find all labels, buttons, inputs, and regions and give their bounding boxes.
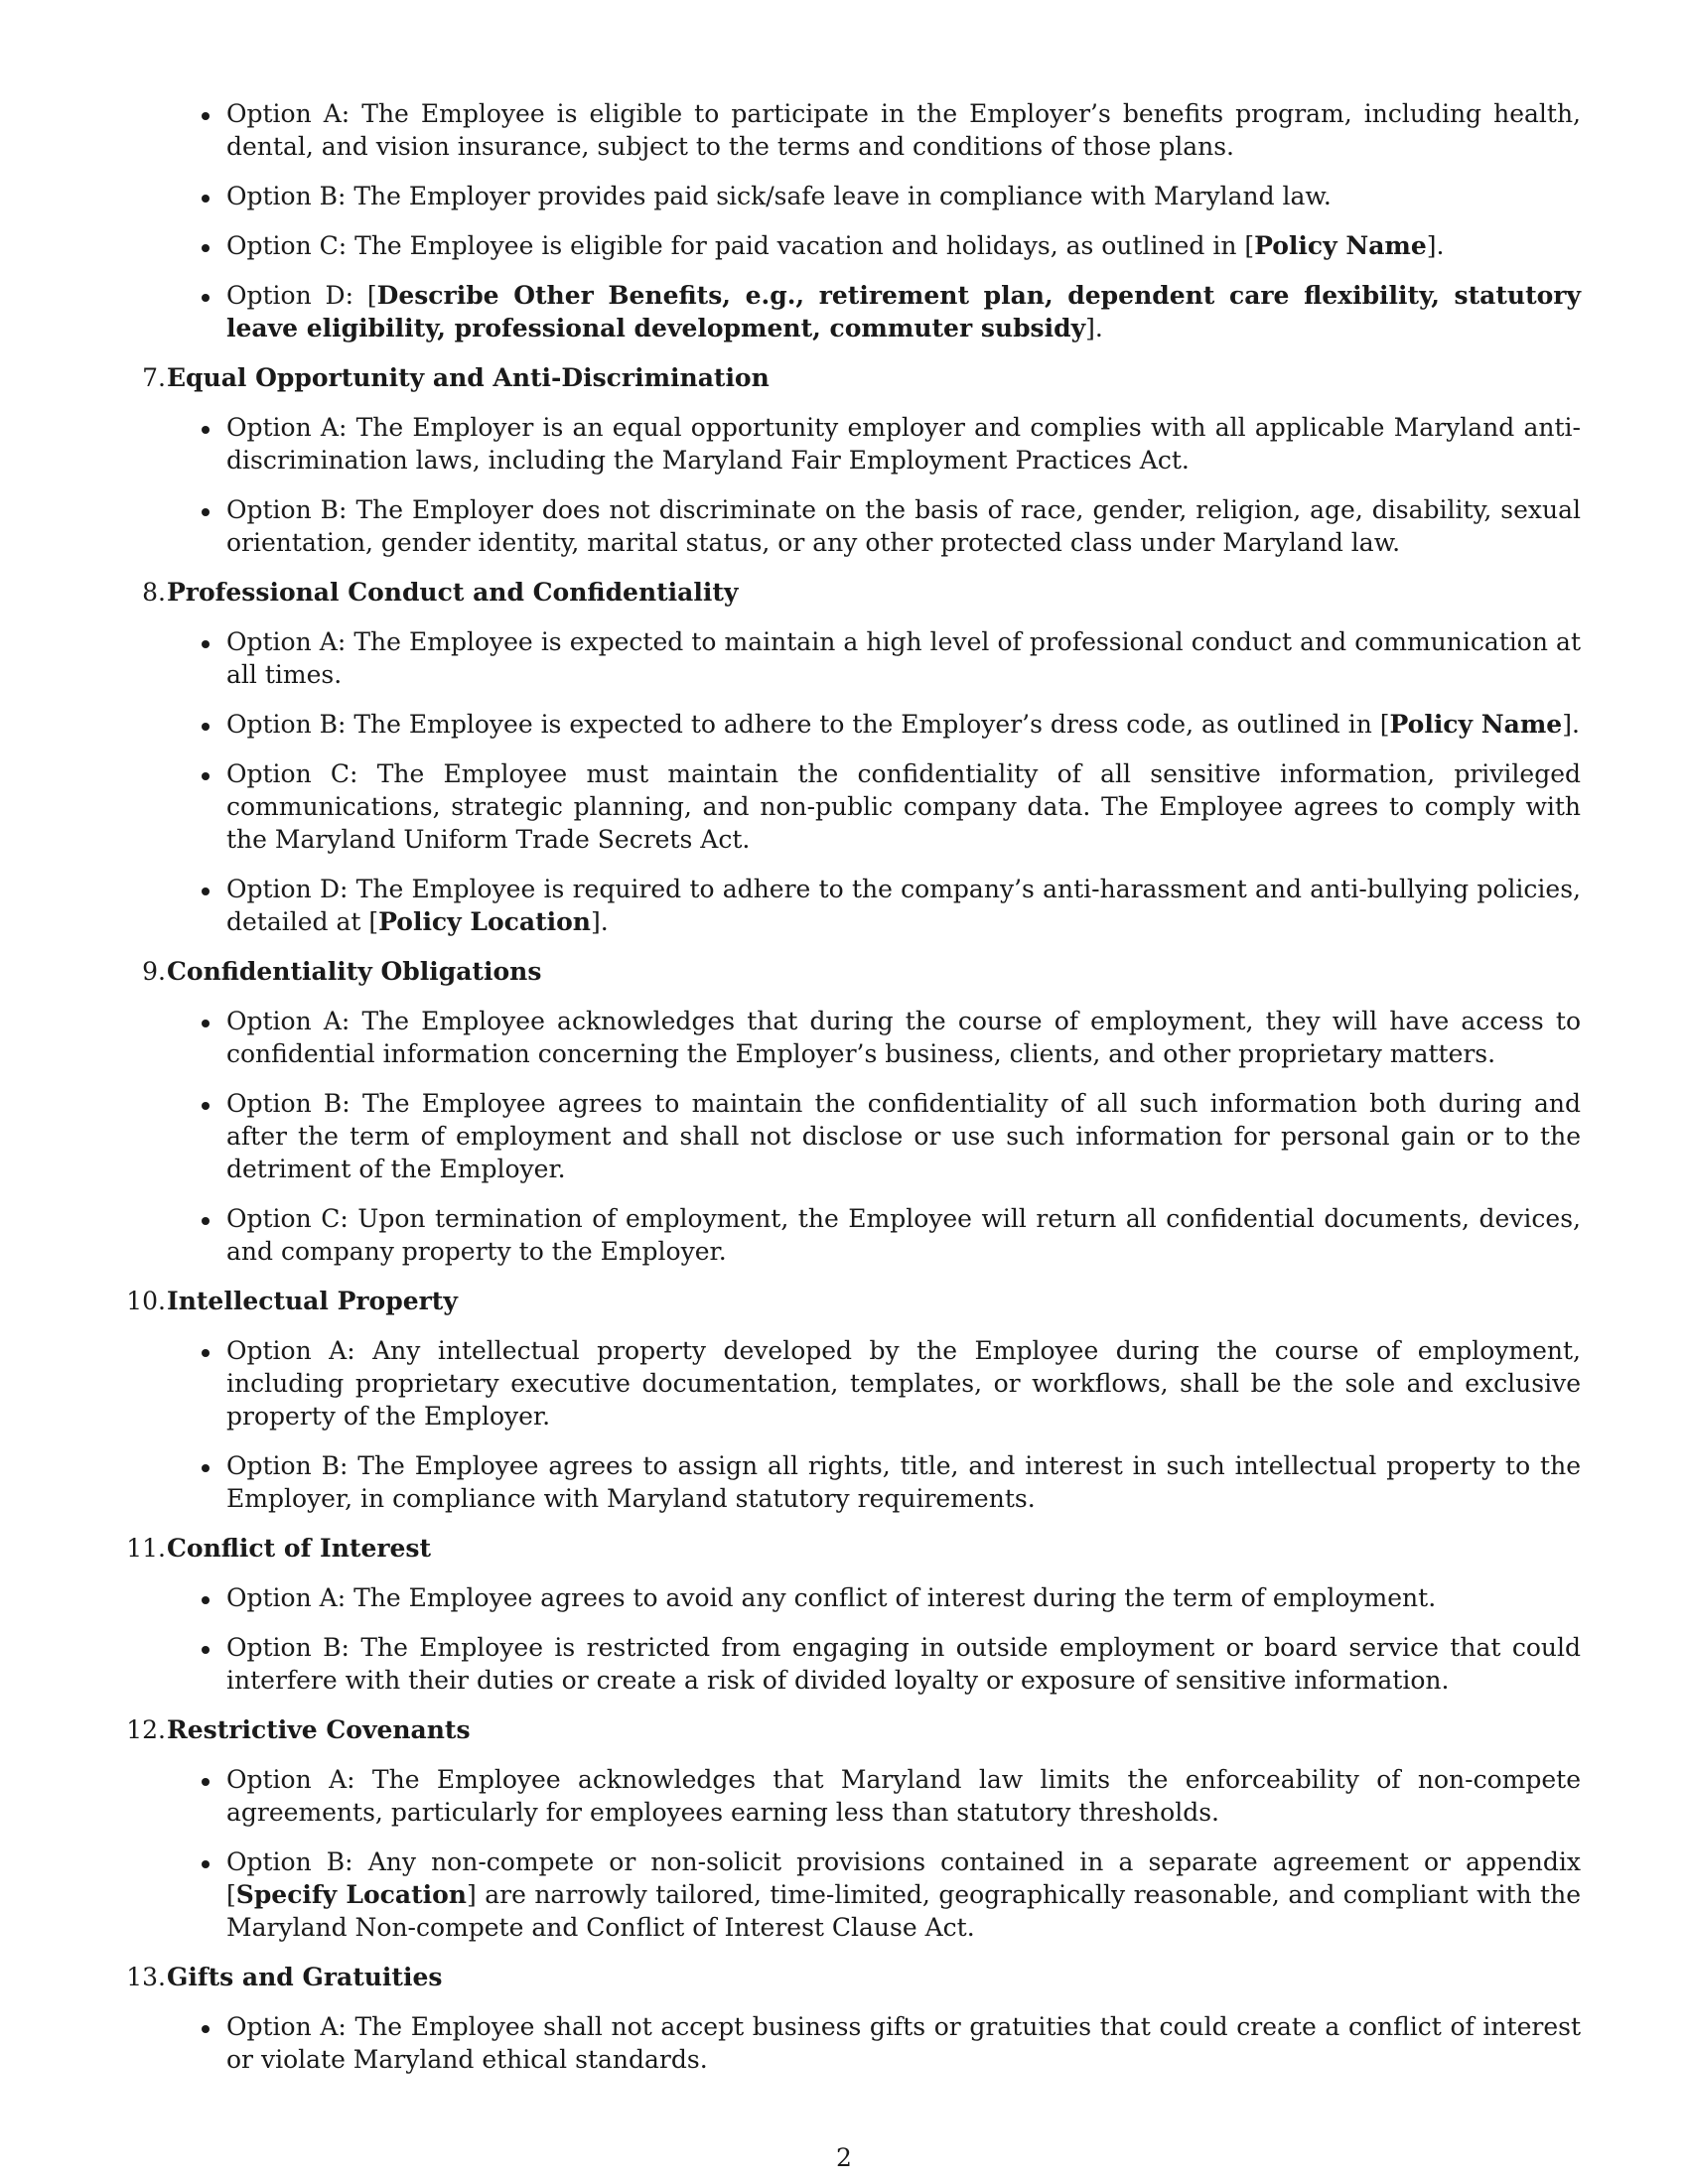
option-item [0,1845,1581,1944]
section-options-list [0,411,1688,559]
option-item [0,1202,1581,1268]
option-item [0,1087,1581,1185]
section-number: 12. [126,1715,166,1744]
option-item [0,1581,1581,1614]
option-item [0,2010,1581,2076]
document-body [0,97,1688,2093]
option-text: Option B: The Employer does not discriminate on the basis of race, gender, religion, age, disability, sexual orientation, gender identity, marital status, or any other protected class under Maryland law. [226,495,1581,557]
option-text-end: ]. [590,907,609,936]
option-text: Option B: The Employer provides paid sick/safe leave in compliance with Maryland law. [226,182,1332,210]
option-item [0,279,1581,344]
placeholder-text: Policy Name [1389,710,1563,739]
option-text: Option A: The Employee agrees to avoid any conflict of interest during the term of employment. [226,1583,1437,1612]
option-text: Option B: The Employee is restricted from engaging in outside employment or board service that could interfere with their duties or create a risk of divided loyalty or exposure of sensitive information. [226,1633,1581,1695]
section-title: Professional Conduct and Confidentiality [167,578,739,607]
sections-list [0,361,1688,2076]
section-options-list [0,1763,1688,1944]
section [0,1713,1688,1944]
continued-options-list [0,97,1688,344]
section-title: Intellectual Property [167,1287,458,1315]
section-number: 11. [126,1534,166,1563]
option-item [0,229,1581,262]
section-options-list [0,2010,1688,2076]
section [0,1961,1688,2076]
section [0,1532,1688,1697]
option-item [0,625,1581,691]
option-text: Option D: [ [226,281,377,310]
placeholder-text: Policy Location [378,907,591,936]
option-text: Option A: The Employer is an equal opportunity employer and complies with all applicable Maryland anti-discrimination laws, including the Maryland Fair Employment Practices Act. [226,413,1581,475]
section [0,576,1688,938]
section-heading [0,1285,1688,1317]
section-number: 7. [142,363,166,392]
section-title: Gifts and Gratuities [167,1963,443,1991]
section-heading [0,361,1688,394]
option-text-end: ]. [1085,314,1103,342]
option-text: Option C: Upon termination of employment, the Employee will return all confidential documents, devices, and company property to the Employer. [226,1204,1581,1266]
option-text: Option A: The Employee is eligible to participate in the Employer’s benefits program, including health, dental, and vision insurance, subject to the terms and conditions of those plans. [226,99,1581,161]
section-title: Conflict of Interest [167,1534,432,1563]
section [0,955,1688,1268]
option-text: Option A: The Employee is expected to maintain a high level of professional conduct and communication at all times. [226,627,1581,689]
section-options-list [0,625,1688,938]
section-title: Confidentiality Obligations [167,957,542,986]
section-heading [0,1532,1688,1565]
section-options-list [0,1334,1688,1515]
option-item [0,180,1581,212]
option-text: Option B: The Employee is expected to adhere to the Employer’s dress code, as outlined in [ [226,710,1390,739]
option-text-end: ]. [1426,231,1445,260]
section-heading [0,955,1688,988]
option-text: Option A: The Employee acknowledges that Maryland law limits the enforceability of non-compete agreements, particularly for employees earning less than statutory thresholds. [226,1765,1581,1827]
section-title: Equal Opportunity and Anti-Discrimination [167,363,770,392]
section-number: 8. [142,578,166,607]
option-text: Option A: The Employee shall not accept business gifts or gratuities that could create a conflict of interest or violate Maryland ethical standards. [226,2012,1581,2074]
option-item [0,1763,1581,1829]
option-text: Option A: The Employee acknowledges that during the course of employment, they will have access to confidential information concerning the Employer’s business, clients, and other proprietary matters. [226,1007,1581,1068]
section-options-list [0,1005,1688,1268]
placeholder-text: Policy Name [1254,231,1427,260]
section-options-list [0,1581,1688,1697]
option-item [0,1334,1581,1433]
option-text: Option B: Any non-compete or non-solicit provisions contained in a separate agreement or appendix [ [226,1847,1581,1909]
option-text: Option B: The Employee agrees to assign all rights, title, and interest in such intellectual property to the Employer, in compliance with Maryland statutory requirements. [226,1451,1581,1513]
option-text: Option D: The Employee is required to adhere to the company’s anti-harassment and anti-bullying policies, detailed at [ [226,875,1581,936]
option-item [0,1005,1581,1070]
section-heading [0,1713,1688,1746]
page-number: 2 [836,2143,852,2172]
section-number: 13. [126,1963,166,1991]
section-title: Restrictive Covenants [167,1715,471,1744]
option-text-end: ] are narrowly tailored, time-limited, geographically reasonable, and compliant with the Maryland Non-compete and Conflict of Interest Clause Act. [226,1880,1582,1942]
option-item [0,1449,1581,1515]
option-item [0,411,1581,477]
option-item [0,493,1581,559]
option-text: Option B: The Employee agrees to maintain the confidentiality of all such information both during and after the term of employment and shall not disclose or use such information for personal gain or to the detriment of the Employer. [226,1089,1581,1183]
option-text-end: ]. [1562,710,1580,739]
option-item [0,97,1581,163]
option-text: Option C: The Employee is eligible for paid vacation and holidays, as outlined in [ [226,231,1255,260]
section-number: 9. [142,957,166,986]
placeholder-text: Specify Location [235,1880,467,1909]
option-item [0,708,1581,741]
option-item [0,873,1581,938]
section [0,1285,1688,1515]
option-text: Option A: Any intellectual property developed by the Employee during the course of employment, including proprietary executive documentation, templates, or workflows, shall be the sole and exclusive property of the Employer. [226,1336,1581,1431]
section-number: 10. [126,1287,166,1315]
option-item [0,1631,1581,1697]
section [0,361,1688,559]
section-heading [0,1961,1688,1993]
option-text: Option C: The Employee must maintain the confidentiality of all sensitive information, privileged communications, strategic planning, and non-public company data. The Employee agrees to comply with the Maryland Uniform Trade Secrets Act. [226,759,1581,854]
option-item [0,757,1581,856]
section-heading [0,576,1688,609]
placeholder-text: Describe Other Benefits, e.g., retirement plan, dependent care flexibility, statutory leave eligibility, professional development, commuter subsidy [226,281,1582,342]
